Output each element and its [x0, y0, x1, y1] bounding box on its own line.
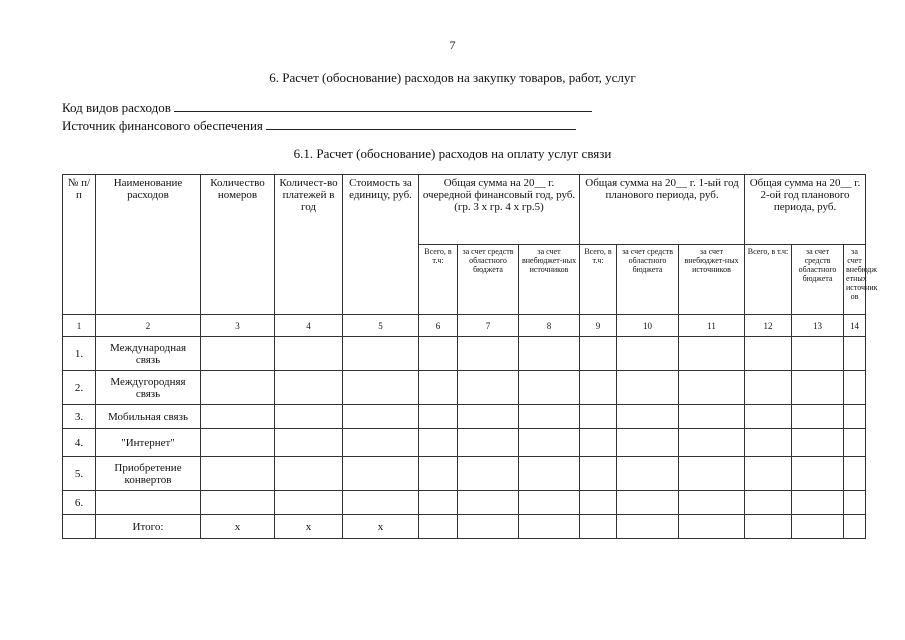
- subheader-total-3: Всего, в т.ч:: [745, 245, 792, 315]
- column-number: 7: [458, 315, 519, 337]
- expense-code-field: [62, 98, 592, 116]
- table-row: [63, 337, 866, 371]
- column-number: 5: [343, 315, 419, 337]
- table-cell[interactable]: [580, 337, 617, 371]
- row-number: 4.: [63, 429, 96, 457]
- table-cell[interactable]: [519, 429, 580, 457]
- table-cell[interactable]: [458, 405, 519, 429]
- table-cell[interactable]: [679, 337, 745, 371]
- communication-expenses-table: [62, 174, 878, 539]
- row-number: 5.: [63, 457, 96, 491]
- table-cell[interactable]: [679, 491, 745, 515]
- table-cell[interactable]: [792, 429, 844, 457]
- subheader-extra-1: за счет внебюджет-ных источников: [519, 245, 580, 315]
- total-col3: х: [201, 515, 275, 539]
- table-cell[interactable]: [580, 491, 617, 515]
- table-cell[interactable]: [617, 491, 679, 515]
- header-row: [63, 175, 866, 245]
- header-qty-payments: Количест-во платежей в год: [275, 175, 343, 315]
- subheader-regional-1: за счет средств областного бюджета: [458, 245, 519, 315]
- table-cell[interactable]: [201, 337, 275, 371]
- table-cell[interactable]: [419, 337, 458, 371]
- column-number: 3: [201, 315, 275, 337]
- table-cell[interactable]: [844, 457, 866, 491]
- table-cell[interactable]: [519, 337, 580, 371]
- table-cell[interactable]: [343, 371, 419, 405]
- funding-source-label: Источник финансового обеспечения: [62, 118, 263, 133]
- table-cell[interactable]: [679, 429, 745, 457]
- header-group-plan2: Общая сумма на 20__ г. 2-ой год планового периода, руб.: [745, 175, 866, 245]
- table-cell[interactable]: [519, 457, 580, 491]
- header-no: № п/п: [63, 175, 96, 315]
- table-cell[interactable]: [745, 457, 792, 491]
- table-cell[interactable]: [844, 491, 866, 515]
- subsection-title: 6.1. Расчет (обоснование) расходов на оплату услуг связи: [293, 146, 612, 161]
- subheader-total-1: Всего, в т.ч:: [419, 245, 458, 315]
- subheader-total-2: Всего, в т.ч:: [580, 245, 617, 315]
- column-number: 13: [792, 315, 844, 337]
- subheader-extra-2: за счет внебюджет-ных источников: [679, 245, 745, 315]
- table-cell[interactable]: [792, 337, 844, 371]
- column-number: 2: [96, 315, 201, 337]
- table-cell[interactable]: [844, 515, 866, 539]
- header-qty-numbers: Количество номеров: [201, 175, 275, 315]
- table-cell[interactable]: [458, 457, 519, 491]
- subheader-regional-3: за счет средств областного бюджета: [792, 245, 844, 315]
- table-cell[interactable]: [792, 515, 844, 539]
- column-number-row: [63, 315, 866, 337]
- table-cell[interactable]: [458, 515, 519, 539]
- table-cell[interactable]: [275, 405, 343, 429]
- column-number: 14: [844, 315, 866, 337]
- table-cell[interactable]: [519, 515, 580, 539]
- table-cell[interactable]: [458, 491, 519, 515]
- table-cell[interactable]: [419, 491, 458, 515]
- table-cell[interactable]: [679, 405, 745, 429]
- expense-name: Приобретение конвертов: [96, 457, 201, 491]
- subheader-extra-3: за счет внебюдж етных источник ов: [844, 245, 866, 315]
- header-group-current: Общая сумма на 20__ г. очередной финансовый год, руб. (гр. 3 х гр. 4 х гр.5): [419, 175, 580, 245]
- row-number: 3.: [63, 405, 96, 429]
- column-number: 4: [275, 315, 343, 337]
- column-number: 6: [419, 315, 458, 337]
- expense-name: "Интернет": [96, 429, 201, 457]
- table-cell[interactable]: [275, 429, 343, 457]
- table-cell[interactable]: [745, 429, 792, 457]
- total-no-cell[interactable]: [63, 515, 96, 539]
- table-cell[interactable]: [343, 491, 419, 515]
- table-cell[interactable]: [275, 337, 343, 371]
- table-cell[interactable]: [580, 405, 617, 429]
- table-row: [63, 457, 866, 491]
- table-cell[interactable]: [580, 371, 617, 405]
- table-cell[interactable]: [519, 371, 580, 405]
- table-cell[interactable]: [679, 457, 745, 491]
- total-col5: х: [343, 515, 419, 539]
- table-cell[interactable]: [617, 457, 679, 491]
- table-cell[interactable]: [745, 371, 792, 405]
- table-cell[interactable]: [617, 337, 679, 371]
- section-title: 6. Расчет (обоснование) расходов на закупку товаров, работ, услуг: [269, 70, 636, 85]
- expense-name: Междугородняя связь: [96, 371, 201, 405]
- table-cell[interactable]: [458, 429, 519, 457]
- header-group-plan1: Общая сумма на 20__ г. 1-ый год планового периода, руб.: [580, 175, 745, 245]
- table-cell[interactable]: [745, 515, 792, 539]
- table-row: [63, 405, 866, 429]
- table-cell[interactable]: [201, 405, 275, 429]
- table-cell[interactable]: [458, 371, 519, 405]
- table-cell[interactable]: [844, 337, 866, 371]
- table-cell[interactable]: [201, 491, 275, 515]
- total-col4: х: [275, 515, 343, 539]
- column-number: 11: [679, 315, 745, 337]
- table-row: [63, 429, 866, 457]
- table-cell[interactable]: [343, 405, 419, 429]
- column-number: 12: [745, 315, 792, 337]
- table-cell[interactable]: [792, 371, 844, 405]
- table-cell[interactable]: [792, 457, 844, 491]
- column-number: 8: [519, 315, 580, 337]
- table-cell[interactable]: [519, 491, 580, 515]
- table-row: [63, 371, 866, 405]
- table-cell[interactable]: [201, 371, 275, 405]
- table-cell[interactable]: [617, 371, 679, 405]
- table-cell[interactable]: [419, 429, 458, 457]
- expense-name: [96, 491, 201, 515]
- table-cell[interactable]: [275, 457, 343, 491]
- table-cell[interactable]: [679, 515, 745, 539]
- column-number: 1: [63, 315, 96, 337]
- table-cell[interactable]: [419, 405, 458, 429]
- table-cell[interactable]: [201, 457, 275, 491]
- table-cell[interactable]: [792, 405, 844, 429]
- page-number: 7: [449, 38, 456, 52]
- table-cell[interactable]: [419, 515, 458, 539]
- expense-code-input-line[interactable]: [174, 98, 592, 112]
- total-label: Итого:: [96, 515, 201, 539]
- table-cell[interactable]: [844, 405, 866, 429]
- table-cell[interactable]: [844, 371, 866, 405]
- table-cell[interactable]: [275, 491, 343, 515]
- table-cell[interactable]: [419, 371, 458, 405]
- table-cell[interactable]: [679, 371, 745, 405]
- table-cell[interactable]: [792, 491, 844, 515]
- subheader-regional-2: за счет средств областного бюджета: [617, 245, 679, 315]
- table-cell[interactable]: [343, 337, 419, 371]
- row-number: 6.: [63, 491, 96, 515]
- header-name: Наименование расходов: [96, 175, 201, 315]
- funding-source-input-line[interactable]: [266, 116, 576, 130]
- column-number: 9: [580, 315, 617, 337]
- table-cell[interactable]: [617, 405, 679, 429]
- table-cell[interactable]: [201, 429, 275, 457]
- header-unit-cost: Стоимость за единицу, руб.: [343, 175, 419, 315]
- table-cell[interactable]: [343, 429, 419, 457]
- row-number: 1.: [63, 337, 96, 371]
- expense-name: Международная связь: [96, 337, 201, 371]
- table-cell[interactable]: [745, 405, 792, 429]
- column-number: 10: [617, 315, 679, 337]
- table-cell[interactable]: [844, 429, 866, 457]
- funding-source-field: [62, 116, 576, 134]
- expense-code-label: Код видов расходов: [62, 100, 171, 115]
- table-cell[interactable]: [419, 457, 458, 491]
- table-cell[interactable]: [745, 337, 792, 371]
- table-cell[interactable]: [580, 515, 617, 539]
- table-cell[interactable]: [343, 457, 419, 491]
- table-cell[interactable]: [617, 515, 679, 539]
- table-cell[interactable]: [458, 337, 519, 371]
- expense-name: Мобильная связь: [96, 405, 201, 429]
- total-row: [63, 515, 866, 539]
- table-cell[interactable]: [617, 429, 679, 457]
- table-cell[interactable]: [275, 371, 343, 405]
- table-row: [63, 491, 866, 515]
- table-cell[interactable]: [580, 429, 617, 457]
- row-number: 2.: [63, 371, 96, 405]
- table-cell[interactable]: [745, 491, 792, 515]
- table-cell[interactable]: [519, 405, 580, 429]
- table-cell[interactable]: [580, 457, 617, 491]
